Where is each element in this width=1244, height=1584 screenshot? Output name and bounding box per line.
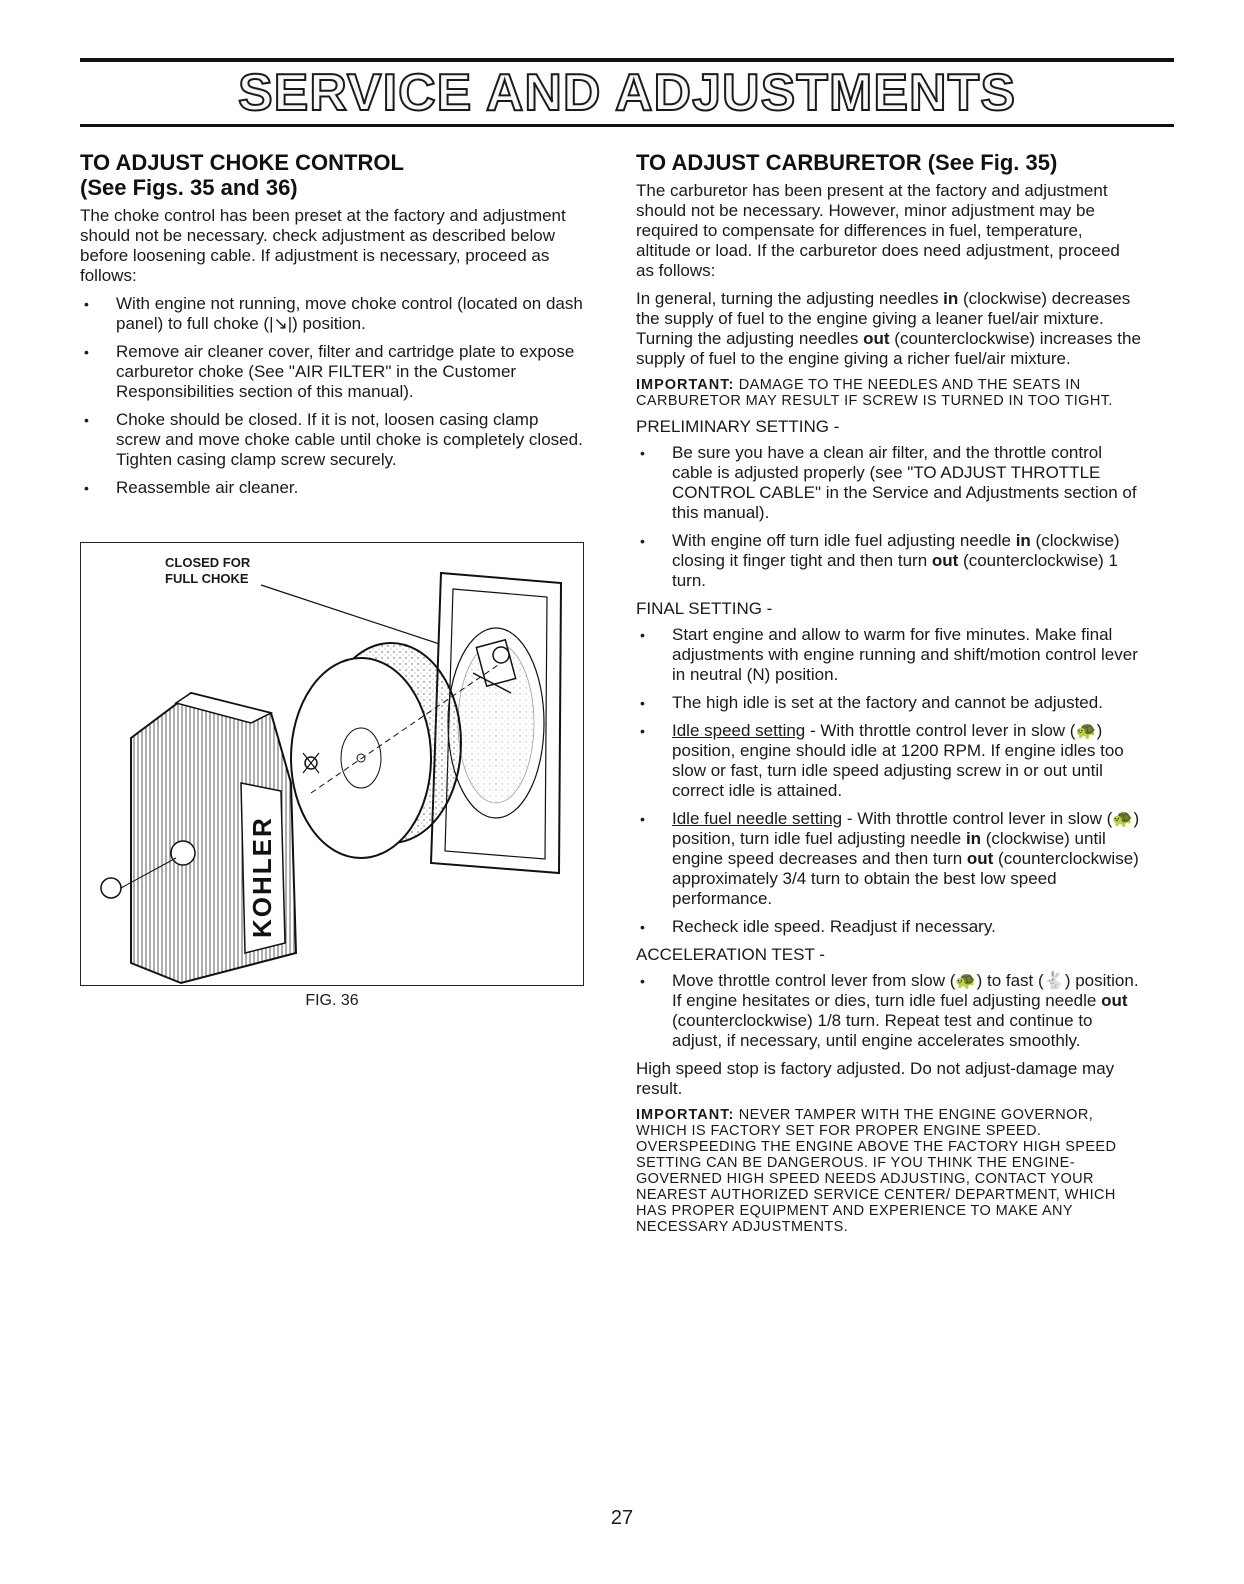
acceleration-steps — [636, 971, 1142, 1051]
turtle-icon: 🐢 — [1075, 721, 1097, 740]
choke-heading-line2: (See Figs. 35 and 36) — [80, 175, 298, 200]
important-note-2: IMPORTANT: NEVER TAMPER WITH THE ENGINE GOVERNOR, WHICH IS FACTORY SET FOR PROPER ENGINE SPEED. OVERSPEEDING THE ENGINE ABOVE THE FACTORY HIGH SPEED SETTING CAN BE DANGEROUS. IF YOU THINK THE ENGINE-GOVERNED HIGH SPEED NEEDS ADJUSTING, CONTACT YOUR NEAREST AUTHORIZED SERVICE CENTER/ DEPARTMENT, WHICH HAS PROPER EQUIPMENT AND EXPERIENCE TO MAKE ANY NECESSARY ADJUSTMENTS. — [636, 1107, 1117, 1235]
final-step: • Idle speed setting - With throttle control lever in slow (🐢) position, engine should idle at 1200 RPM. If engine idles too slow or fast, turn idle speed adjusting screw in or out until correct idle is attained. — [636, 721, 1142, 801]
choke-steps — [80, 294, 586, 498]
choke-intro: The choke control has been preset at the factory and adjustment should not be necessary. check adjustment as described below before loosening cable. If adjustment is necessary, proceed as follows: — [80, 206, 566, 285]
prelim-step: • With engine off turn idle fuel adjusting needle in (clockwise) closing it finger tight and then turn out (counterclockwise) 1 turn. — [636, 531, 1142, 591]
final-step: • Recheck idle speed. Readjust if necessary. — [636, 917, 1142, 937]
prelim-step: • Be sure you have a clean air filter, and the throttle control cable is adjusted properly (see "TO ADJUST THROTTLE CONTROL CABLE" in the Service and Adjustments section of this manual). — [636, 443, 1142, 523]
choke-step: • Choke should be closed. If it is not, loosen casing clamp screw and move choke cable until choke is completely closed. Tighten casing clamp screw securely. — [80, 410, 586, 470]
figure-caption: FIG. 36 — [305, 992, 359, 1009]
preliminary-setting-heading: PRELIMINARY SETTING - — [636, 417, 840, 436]
air-cleaner-illustration — [81, 543, 583, 985]
carb-intro: The carburetor has been present at the factory and adjustment should not be necessary. However, minor adjustment may be required to compensate for differences in fuel, temperature, altitude or load. If the carburetor does need adjustment, proceed as follows: — [636, 181, 1120, 280]
acceleration-test-heading: ACCELERATION TEST - — [636, 945, 825, 964]
page-title: SERVICE AND ADJUSTMENTS — [237, 64, 1017, 122]
choke-step: • Reassemble air cleaner. — [80, 478, 586, 498]
high-speed-note: High speed stop is factory adjusted. Do not adjust-damage may result. — [636, 1059, 1115, 1098]
choke-step: • With engine not running, move choke control (located on dash panel) to full choke (|↘|) position. — [80, 294, 586, 334]
important-note-1: IMPORTANT: DAMAGE TO THE NEEDLES AND THE SEATS IN CARBURETOR MAY RESULT IF SCREW IS TURNED IN TOO TIGHT. — [636, 377, 1113, 409]
callout-line1: CLOSED FOR — [165, 555, 251, 570]
final-step: • Start engine and allow to warm for five minutes. Make final adjustments with engine running and shift/motion control lever in neutral (N) position. — [636, 625, 1142, 685]
final-step: • Idle fuel needle setting - With throttle control lever in slow (🐢) position, turn idle fuel adjusting needle in (clockwise) until engine speed decreases and then turn out (counterclockwise) approximately 3/4 turn to obtain the best low speed performance. — [636, 809, 1142, 909]
final-steps — [636, 625, 1142, 937]
final-step: • The high idle is set at the factory and cannot be adjusted. — [636, 693, 1142, 713]
turtle-icon: 🐢 — [1112, 809, 1134, 828]
carb-general: In general, turning the adjusting needles in (clockwise) decreases the supply of fuel to the engine giving a leaner fuel/air mixture. Turning the adjusting needles out (counterclockwise) increases the supply of fuel to the engine giving a richer fuel/air mixture. — [636, 289, 1141, 368]
accel-step: • Move throttle control lever from slow (🐢) to fast (🐇) position. If engine hesitates or dies, turn idle fuel adjusting needle out (counterclockwise) 1/8 turn. Repeat test and continue to adjust, if necessary, until engine accelerates smoothly. — [636, 971, 1142, 1051]
choke-step: • Remove air cleaner cover, filter and cartridge plate to expose carburetor choke (See "AIR FILTER" in the Customer Responsibilities section of this manual). — [80, 342, 586, 402]
choke-section — [80, 150, 586, 506]
kohler-brand-text: KOHLER — [247, 816, 277, 938]
rabbit-icon: 🐇 — [1043, 971, 1065, 990]
final-setting-heading: FINAL SETTING - — [636, 599, 773, 618]
header-bottom-rule — [80, 124, 1174, 127]
page-number: 27 — [610, 1507, 634, 1529]
choke-heading-line1: TO ADJUST CHOKE CONTROL — [80, 150, 404, 175]
figure-36 — [80, 542, 584, 986]
turtle-icon: 🐢 — [955, 971, 977, 990]
callout-line2: FULL CHOKE — [165, 571, 249, 586]
carburetor-section — [636, 150, 1142, 1243]
preliminary-steps — [636, 443, 1142, 591]
carb-heading: TO ADJUST CARBURETOR (See Fig. 35) — [636, 150, 1058, 175]
figure-callout-label — [165, 555, 250, 587]
choke-heading — [80, 150, 586, 200]
